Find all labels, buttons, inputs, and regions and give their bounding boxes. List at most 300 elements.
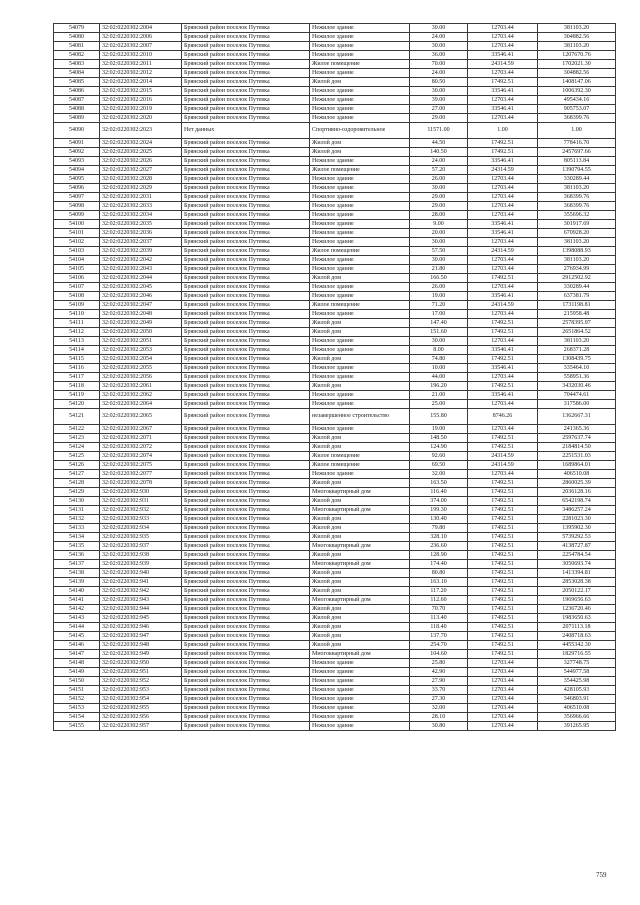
table-cell: 1398088.93 bbox=[538, 247, 616, 256]
table-row bbox=[54, 497, 616, 506]
table-cell: незавершенное строительство bbox=[310, 409, 410, 425]
table-cell: 12703.44 bbox=[468, 238, 538, 247]
table-cell: Нежилое здание bbox=[310, 51, 410, 60]
table-cell: Жилой дом bbox=[310, 274, 410, 283]
table-cell: 54132 bbox=[54, 515, 100, 524]
table-cell: 140.50 bbox=[410, 148, 468, 157]
table-cell: 32:02:0220302:2004 bbox=[100, 24, 182, 33]
table-cell: 12703.44 bbox=[468, 114, 538, 123]
table-cell: Жилой дом bbox=[310, 497, 410, 506]
table-cell: 166.50 bbox=[410, 274, 468, 283]
table-cell: Брянский район поселок Путевка bbox=[182, 506, 310, 515]
table-cell: 30.00 bbox=[410, 256, 468, 265]
table-cell: 54097 bbox=[54, 193, 100, 202]
table-cell: 1702021.30 bbox=[538, 60, 616, 69]
table-cell: 12703.44 bbox=[468, 69, 538, 78]
table-row bbox=[54, 722, 616, 731]
table-cell: 92.60 bbox=[410, 452, 468, 461]
table-cell: 113.40 bbox=[410, 614, 468, 623]
table-cell: 558951.36 bbox=[538, 373, 616, 382]
table-row bbox=[54, 184, 616, 193]
table-cell: Нежилое здание bbox=[310, 391, 410, 400]
table-row bbox=[54, 677, 616, 686]
table-cell: Жилой дом bbox=[310, 434, 410, 443]
table-cell: Брянский район поселок Путевка bbox=[182, 42, 310, 51]
table-cell: 1362667.31 bbox=[538, 409, 616, 425]
table-row bbox=[54, 400, 616, 409]
table-cell: 20.00 bbox=[410, 229, 468, 238]
table-cell: 32:02:0220302:943 bbox=[100, 596, 182, 605]
table-cell: 356966.66 bbox=[538, 713, 616, 722]
table-cell: 54146 bbox=[54, 641, 100, 650]
table-cell: Жилое помещение bbox=[310, 301, 410, 310]
table-row bbox=[54, 373, 616, 382]
table-cell: 17492.51 bbox=[468, 623, 538, 632]
table-cell: 54096 bbox=[54, 184, 100, 193]
table-cell: Нежилое здание bbox=[310, 722, 410, 731]
table-cell: 32:02:0220302:2016 bbox=[100, 96, 182, 105]
table-cell: Нежилое здание bbox=[310, 695, 410, 704]
table-cell: 39.00 bbox=[410, 96, 468, 105]
table-cell: 32:02:0220302:2053 bbox=[100, 346, 182, 355]
table-cell: Брянский район поселок Путевка bbox=[182, 533, 310, 542]
table-cell: 54099 bbox=[54, 211, 100, 220]
table-cell: Нежилое здание bbox=[310, 337, 410, 346]
table-row bbox=[54, 713, 616, 722]
table-cell: 32:02:0220302:2067 bbox=[100, 425, 182, 434]
table-cell: Нежилое здание bbox=[310, 668, 410, 677]
table-cell: 33546.41 bbox=[468, 364, 538, 373]
table-cell: 174.40 bbox=[410, 560, 468, 569]
table-cell: 3050693.74 bbox=[538, 560, 616, 569]
table-cell: 32:02:0220302:2011 bbox=[100, 60, 182, 69]
table-cell: Брянский район поселок Путевка bbox=[182, 337, 310, 346]
table-cell: 2912502.92 bbox=[538, 274, 616, 283]
table-cell: 2651864.52 bbox=[538, 328, 616, 337]
table-cell: 32:02:0220302:940 bbox=[100, 569, 182, 578]
table-cell: 17492.51 bbox=[468, 650, 538, 659]
table-cell: 155.80 bbox=[410, 409, 468, 425]
table-cell: Брянский район поселок Путевка bbox=[182, 425, 310, 434]
table-cell: 17492.51 bbox=[468, 443, 538, 452]
table-row bbox=[54, 51, 616, 60]
table-cell: 54128 bbox=[54, 479, 100, 488]
table-row bbox=[54, 220, 616, 229]
table-cell: 33546.41 bbox=[468, 346, 538, 355]
table-cell: 116.40 bbox=[410, 488, 468, 497]
table-cell: 32:02:0220302:2065 bbox=[100, 409, 182, 425]
table-cell: 32:02:0220302:2029 bbox=[100, 184, 182, 193]
table-cell: 32:02:0220302:2048 bbox=[100, 310, 182, 319]
table-row bbox=[54, 337, 616, 346]
table-cell: 32:02:0220302:2071 bbox=[100, 434, 182, 443]
table-cell: 29.00 bbox=[410, 114, 468, 123]
table-cell: 32:02:0220302:2014 bbox=[100, 78, 182, 87]
table-cell: 2281023.30 bbox=[538, 515, 616, 524]
table-cell: 54088 bbox=[54, 105, 100, 114]
table-cell: 1.00 bbox=[468, 123, 538, 139]
table-cell: 11571.00 bbox=[410, 123, 468, 139]
table-cell: 4138727.87 bbox=[538, 542, 616, 551]
table-cell: Спортивно-оздоровительное bbox=[310, 123, 410, 139]
table-cell: 12703.44 bbox=[468, 470, 538, 479]
table-cell: 704474.61 bbox=[538, 391, 616, 400]
table-cell: Жилой дом bbox=[310, 319, 410, 328]
table-cell: 17492.51 bbox=[468, 139, 538, 148]
table-cell: 32:02:0220302:930 bbox=[100, 488, 182, 497]
table-row bbox=[54, 596, 616, 605]
table-row bbox=[54, 148, 616, 157]
table-cell: Брянский район поселок Путевка bbox=[182, 202, 310, 211]
table-row bbox=[54, 515, 616, 524]
table-cell: 32:02:0220302:2023 bbox=[100, 123, 182, 139]
table-cell: 54139 bbox=[54, 578, 100, 587]
table-cell: Брянский район поселок Путевка bbox=[182, 310, 310, 319]
table-cell: 32:02:0220302:956 bbox=[100, 713, 182, 722]
table-cell: 2050122.17 bbox=[538, 587, 616, 596]
table-cell: Нежилое здание bbox=[310, 677, 410, 686]
table-cell: Брянский район поселок Путевка bbox=[182, 587, 310, 596]
table-cell: Брянский район поселок Путевка bbox=[182, 373, 310, 382]
table-row bbox=[54, 211, 616, 220]
table-cell: 12703.44 bbox=[468, 256, 538, 265]
table-cell: 54125 bbox=[54, 452, 100, 461]
table-cell: 27.00 bbox=[410, 105, 468, 114]
table-cell: Брянский район поселок Путевка bbox=[182, 479, 310, 488]
table-cell: Многоквартирный дом bbox=[310, 650, 410, 659]
table-cell: Жилой дом bbox=[310, 551, 410, 560]
table-cell: Брянский район поселок Путевка bbox=[182, 632, 310, 641]
table-cell: 32:02:0220302:2046 bbox=[100, 292, 182, 301]
table-cell: 32:02:0220302:938 bbox=[100, 551, 182, 560]
table-cell: 30.00 bbox=[410, 42, 468, 51]
table-cell: Брянский район поселок Путевка bbox=[182, 274, 310, 283]
table-cell: Брянский район поселок Путевка bbox=[182, 452, 310, 461]
table-cell: Нежилое здание bbox=[310, 292, 410, 301]
table-row bbox=[54, 524, 616, 533]
table-cell: 163.50 bbox=[410, 479, 468, 488]
table-cell: 54121 bbox=[54, 409, 100, 425]
table-row bbox=[54, 551, 616, 560]
table-cell: 12703.44 bbox=[468, 202, 538, 211]
table-cell: 32:02:0220302:931 bbox=[100, 497, 182, 506]
table-cell: 32:02:0220302:2026 bbox=[100, 157, 182, 166]
table-cell: Брянский район поселок Путевка bbox=[182, 560, 310, 569]
table-cell: 276934.99 bbox=[538, 265, 616, 274]
table-cell: 32:02:0220302:947 bbox=[100, 632, 182, 641]
table-cell: Брянский район поселок Путевка bbox=[182, 175, 310, 184]
table-cell: 17492.51 bbox=[468, 488, 538, 497]
table-cell: 1.00 bbox=[538, 123, 616, 139]
table-cell: 2860025.39 bbox=[538, 479, 616, 488]
table-cell: 17492.51 bbox=[468, 578, 538, 587]
table-cell: 24314.59 bbox=[468, 452, 538, 461]
table-cell: Брянский район поселок Путевка bbox=[182, 87, 310, 96]
table-cell: Жилой дом bbox=[310, 605, 410, 614]
table-cell: 12703.44 bbox=[468, 373, 538, 382]
table-row bbox=[54, 695, 616, 704]
table-cell: 12703.44 bbox=[468, 722, 538, 731]
table-cell: 199.30 bbox=[410, 506, 468, 515]
table-cell: 1983650.63 bbox=[538, 614, 616, 623]
table-row bbox=[54, 506, 616, 515]
table-cell: 12703.44 bbox=[468, 704, 538, 713]
table-cell: 32:02:0220302:2024 bbox=[100, 139, 182, 148]
table-cell: Нежилое здание bbox=[310, 42, 410, 51]
table-cell: 32:02:0220302:2054 bbox=[100, 355, 182, 364]
table-cell: 36.00 bbox=[410, 51, 468, 60]
table-cell: 24314.59 bbox=[468, 166, 538, 175]
table-cell: Брянский район поселок Путевка bbox=[182, 461, 310, 470]
table-cell: Нежилое здание bbox=[310, 193, 410, 202]
table-cell: 30.00 bbox=[410, 24, 468, 33]
table-cell: 12703.44 bbox=[468, 425, 538, 434]
table-cell: Брянский район поселок Путевка bbox=[182, 256, 310, 265]
table-cell: 330289.44 bbox=[538, 283, 616, 292]
table-cell: 17492.51 bbox=[468, 569, 538, 578]
table-cell: 33.70 bbox=[410, 686, 468, 695]
table-row bbox=[54, 650, 616, 659]
table-row bbox=[54, 623, 616, 632]
table-cell: 301917.69 bbox=[538, 220, 616, 229]
table-cell: 12703.44 bbox=[468, 668, 538, 677]
table-cell: 54103 bbox=[54, 247, 100, 256]
table-cell: 54114 bbox=[54, 346, 100, 355]
table-cell: 24.00 bbox=[410, 69, 468, 78]
table-cell: Нежилое здание bbox=[310, 105, 410, 114]
table-cell: 2457697.66 bbox=[538, 148, 616, 157]
table-cell: 54130 bbox=[54, 497, 100, 506]
table-cell: Жилое помещение bbox=[310, 60, 410, 69]
table-cell: 32:02:0220302:2015 bbox=[100, 87, 182, 96]
table-cell: 17492.51 bbox=[468, 614, 538, 623]
table-cell: Жилой дом bbox=[310, 578, 410, 587]
table-cell: 330289.44 bbox=[538, 175, 616, 184]
table-cell: 391265.95 bbox=[538, 722, 616, 731]
table-cell: 1689864.01 bbox=[538, 461, 616, 470]
table-cell: 32:02:0220302:2043 bbox=[100, 265, 182, 274]
table-cell: 8746.26 bbox=[468, 409, 538, 425]
table-cell: Брянский район поселок Путевка bbox=[182, 722, 310, 731]
table-cell: 32:02:0220302:2027 bbox=[100, 166, 182, 175]
table-cell: 32:02:0220302:2006 bbox=[100, 33, 182, 42]
table-cell: 17492.51 bbox=[468, 542, 538, 551]
table-cell: Нежилое здание bbox=[310, 364, 410, 373]
table-cell: Нежилое здание bbox=[310, 713, 410, 722]
table-cell: Брянский район поселок Путевка bbox=[182, 695, 310, 704]
table-row bbox=[54, 60, 616, 69]
table-cell: Брянский район поселок Путевка bbox=[182, 623, 310, 632]
table-cell: Брянский район поселок Путевка bbox=[182, 211, 310, 220]
table-cell: Жилой дом bbox=[310, 524, 410, 533]
table-cell: 54095 bbox=[54, 175, 100, 184]
table-cell: 495434.16 bbox=[538, 96, 616, 105]
table-cell: 2578395.97 bbox=[538, 319, 616, 328]
table-cell: 124.90 bbox=[410, 443, 468, 452]
table-cell: 17492.51 bbox=[468, 479, 538, 488]
table-cell: 19.00 bbox=[410, 292, 468, 301]
table-cell: 151.60 bbox=[410, 328, 468, 337]
table-cell: 32:02:0220302:949 bbox=[100, 650, 182, 659]
table-cell: 304882.56 bbox=[538, 69, 616, 78]
table-cell: 33546.41 bbox=[468, 51, 538, 60]
table-cell: 54100 bbox=[54, 220, 100, 229]
table-cell: 381103.20 bbox=[538, 337, 616, 346]
table-cell: Нежилое здание bbox=[310, 69, 410, 78]
table-cell: 54093 bbox=[54, 157, 100, 166]
table-row bbox=[54, 96, 616, 105]
table-row bbox=[54, 346, 616, 355]
table-cell: 4455342.30 bbox=[538, 641, 616, 650]
table-cell: Жилой дом bbox=[310, 78, 410, 87]
table-cell: Жилой дом bbox=[310, 533, 410, 542]
table-cell: Брянский район поселок Путевка bbox=[182, 114, 310, 123]
table-cell: 32:02:0220302:2033 bbox=[100, 202, 182, 211]
table-cell: 54081 bbox=[54, 42, 100, 51]
table-cell: 54092 bbox=[54, 148, 100, 157]
table-cell: 32:02:0220302:2010 bbox=[100, 51, 182, 60]
table-cell: 368399.76 bbox=[538, 114, 616, 123]
table-cell: Брянский район поселок Путевка bbox=[182, 139, 310, 148]
table-row bbox=[54, 274, 616, 283]
table-cell: 71.20 bbox=[410, 301, 468, 310]
table-cell: 17492.51 bbox=[468, 605, 538, 614]
table-cell: 54149 bbox=[54, 668, 100, 677]
table-row bbox=[54, 139, 616, 148]
table-cell: 70.70 bbox=[410, 605, 468, 614]
table-cell: 54136 bbox=[54, 551, 100, 560]
table-cell: Нежилое здание bbox=[310, 184, 410, 193]
table-cell: 54152 bbox=[54, 695, 100, 704]
table-cell: 54085 bbox=[54, 78, 100, 87]
table-cell: Жилой дом bbox=[310, 641, 410, 650]
table-cell: Нежилое здание bbox=[310, 265, 410, 274]
table-cell: 32.00 bbox=[410, 470, 468, 479]
table-cell: 54123 bbox=[54, 434, 100, 443]
table-cell: Нежилое здание bbox=[310, 211, 410, 220]
table-row bbox=[54, 229, 616, 238]
table-cell: 12703.44 bbox=[468, 659, 538, 668]
table-cell: Нежилое здание bbox=[310, 175, 410, 184]
table-cell: 317586.00 bbox=[538, 400, 616, 409]
table-cell: 32:02:0220302:941 bbox=[100, 578, 182, 587]
table-cell: 406510.08 bbox=[538, 704, 616, 713]
table-cell: 54089 bbox=[54, 114, 100, 123]
table-cell: 236.60 bbox=[410, 542, 468, 551]
table-cell: 2071113.18 bbox=[538, 623, 616, 632]
table-cell: 32:02:0220302:2061 bbox=[100, 382, 182, 391]
table-cell: 2597637.74 bbox=[538, 434, 616, 443]
table-row bbox=[54, 33, 616, 42]
table-cell: 12703.44 bbox=[468, 310, 538, 319]
table-cell: Брянский район поселок Путевка bbox=[182, 659, 310, 668]
table-cell: 26.00 bbox=[410, 283, 468, 292]
table-cell: 21.00 bbox=[410, 391, 468, 400]
table-cell: 54094 bbox=[54, 166, 100, 175]
table-cell: Жилой дом bbox=[310, 614, 410, 623]
table-cell: 32:02:0220302:933 bbox=[100, 515, 182, 524]
table-cell: Нежилое здание bbox=[310, 686, 410, 695]
table-cell: 12703.44 bbox=[468, 677, 538, 686]
table-cell: Брянский район поселок Путевка bbox=[182, 443, 310, 452]
table-cell: 44.50 bbox=[410, 139, 468, 148]
table-cell: Нежилое здание bbox=[310, 157, 410, 166]
table-cell: 17492.51 bbox=[468, 515, 538, 524]
table-row bbox=[54, 470, 616, 479]
table-cell: 54137 bbox=[54, 560, 100, 569]
table-cell: 54142 bbox=[54, 605, 100, 614]
table-cell: 32:02:0220302:952 bbox=[100, 677, 182, 686]
table-cell: 24314.59 bbox=[468, 60, 538, 69]
table-cell: 17492.51 bbox=[468, 319, 538, 328]
table-cell: 33546.41 bbox=[468, 292, 538, 301]
table-cell: 32:02:0220302:2034 bbox=[100, 211, 182, 220]
table-cell: Нежилое здание bbox=[310, 704, 410, 713]
table-cell: 32:02:0220302:2049 bbox=[100, 319, 182, 328]
table-cell: 54151 bbox=[54, 686, 100, 695]
table-row bbox=[54, 355, 616, 364]
table-cell: 9.00 bbox=[410, 220, 468, 229]
table-cell: 2184814.50 bbox=[538, 443, 616, 452]
table-cell: 12703.44 bbox=[468, 713, 538, 722]
table-cell: Брянский район поселок Путевка bbox=[182, 355, 310, 364]
table-row bbox=[54, 202, 616, 211]
table-cell: 12703.44 bbox=[468, 211, 538, 220]
table-cell: 54087 bbox=[54, 96, 100, 105]
table-cell: 17492.51 bbox=[468, 596, 538, 605]
table-cell: 30.00 bbox=[410, 238, 468, 247]
table-cell: 805113.84 bbox=[538, 157, 616, 166]
table-cell: 24314.59 bbox=[468, 301, 538, 310]
table-cell: Брянский район поселок Путевка bbox=[182, 69, 310, 78]
table-cell: 54147 bbox=[54, 650, 100, 659]
table-cell: Нежилое здание bbox=[310, 425, 410, 434]
table-cell: 137.70 bbox=[410, 632, 468, 641]
table-cell: 5739292.53 bbox=[538, 533, 616, 542]
table-cell: 54117 bbox=[54, 373, 100, 382]
table-cell: 28.10 bbox=[410, 713, 468, 722]
table-cell: Нежилое здание bbox=[310, 24, 410, 33]
table-cell: 17492.51 bbox=[468, 497, 538, 506]
table-cell: Нежилое здание bbox=[310, 346, 410, 355]
table-cell: Брянский район поселок Путевка bbox=[182, 60, 310, 69]
table-cell: 27.30 bbox=[410, 695, 468, 704]
table-cell: Нежилое здание bbox=[310, 373, 410, 382]
table-cell: 381103.20 bbox=[538, 184, 616, 193]
table-cell: Брянский район поселок Путевка bbox=[182, 542, 310, 551]
table-cell: Брянский район поселок Путевка bbox=[182, 148, 310, 157]
table-row bbox=[54, 533, 616, 542]
table-cell: 32:02:0220302:937 bbox=[100, 542, 182, 551]
table-row bbox=[54, 425, 616, 434]
table-row bbox=[54, 461, 616, 470]
table-cell: Жилой дом bbox=[310, 355, 410, 364]
table-cell: 12703.44 bbox=[468, 193, 538, 202]
table-cell: Жилой дом bbox=[310, 587, 410, 596]
table-cell: 32:02:0220302:2078 bbox=[100, 479, 182, 488]
table-cell: Брянский район поселок Путевка bbox=[182, 578, 310, 587]
table-cell: 12703.44 bbox=[468, 24, 538, 33]
table-cell: 32:02:0220302:2075 bbox=[100, 461, 182, 470]
table-row bbox=[54, 87, 616, 96]
table-cell: 54129 bbox=[54, 488, 100, 497]
table-cell: 26.00 bbox=[410, 175, 468, 184]
table-cell: 54102 bbox=[54, 238, 100, 247]
table-cell: 2408718.63 bbox=[538, 632, 616, 641]
table-cell: Брянский район поселок Путевка bbox=[182, 220, 310, 229]
table-cell: Брянский район поселок Путевка bbox=[182, 650, 310, 659]
table-row bbox=[54, 193, 616, 202]
